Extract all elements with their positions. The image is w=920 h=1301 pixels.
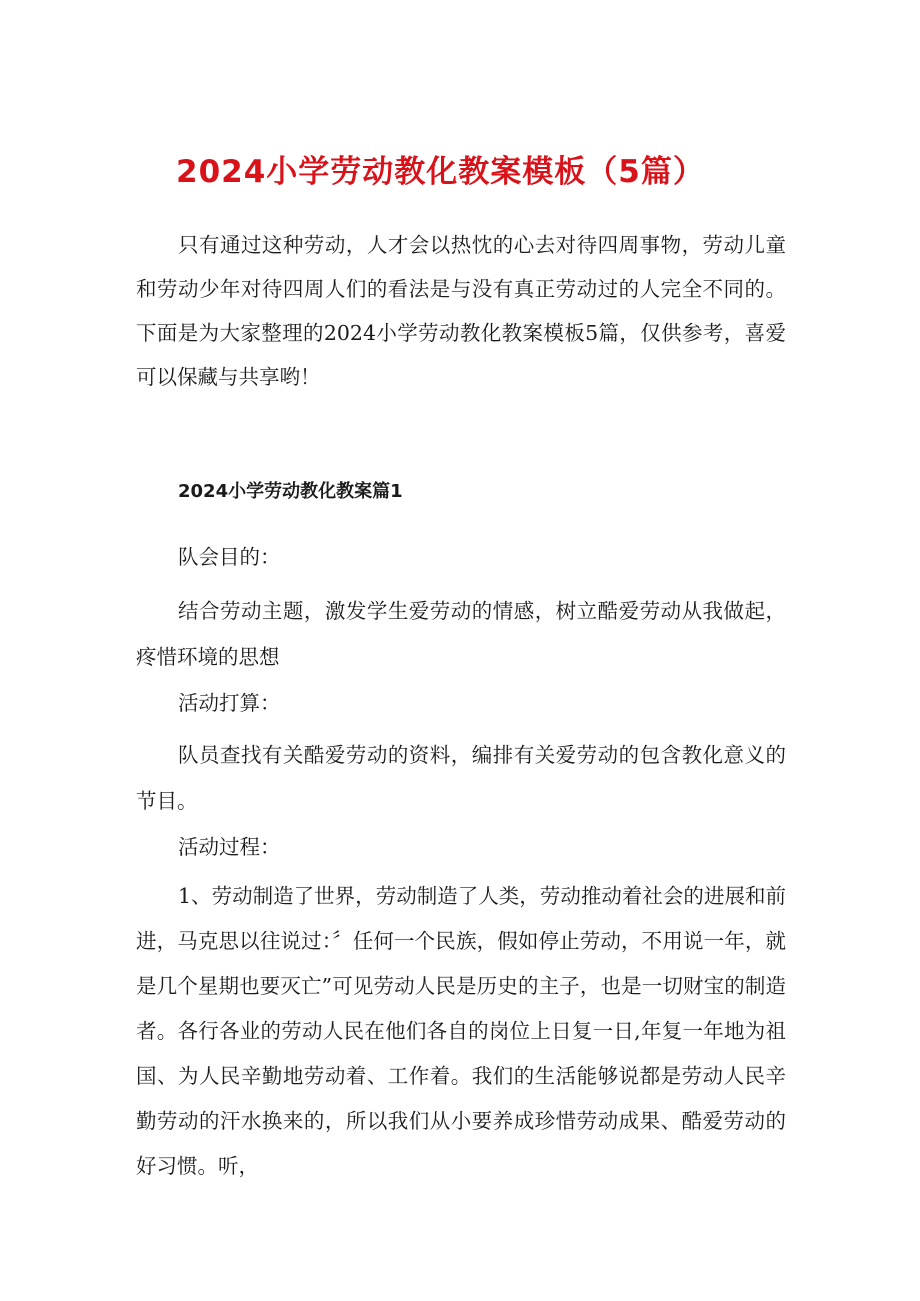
process-label: 活动过程： [178, 835, 281, 859]
goal-paragraph: 结合劳动主题，激发学生爱劳动的情感，树立酷爱劳动从我做起，疼惜环境的思想 [136, 599, 786, 669]
intro-paragraph: 只有通过这种劳动，人才会以热忱的心去对待四周事物，劳动儿童和劳动少年对待四周人们的看法是与没有真正劳动过的人完全不同的。下面是为大家整理的2024小学劳动教化教案模板5篇，仅供参考，喜爱可以保藏与共享哟！ [136, 233, 786, 389]
goal-label: 队会目的： [178, 545, 281, 569]
process-paragraph: 1、劳动制造了世界，劳动制造了人类，劳动推动着社会的进展和前进，马克思以往说过：〞任何一个民族，假如停止劳动，不用说一年，就是几个星期也要灭亡”可见劳动人民是历史的主子，也是一切财宝的制造者。各行各业的劳动人民在他们各自的岗位上日复一日,年复一年地为祖国、为人民辛勤地劳动着、工作着。我们的生活能够说都是劳动人民辛勤劳动的汗水换来的，所以我们从小要养成珍惜劳动成果、酷爱劳动的好习惯。听， [136, 884, 786, 1178]
section-heading: 2024小学劳动教化教案篇1 [178, 481, 403, 502]
document-title: 2024小学劳动教化教案模板（5篇） [176, 154, 705, 190]
preparation-paragraph: 队员查找有关酷爱劳动的资料，编排有关爱劳动的包含教化意义的节目。 [136, 743, 786, 813]
preparation-label: 活动打算： [178, 691, 281, 715]
